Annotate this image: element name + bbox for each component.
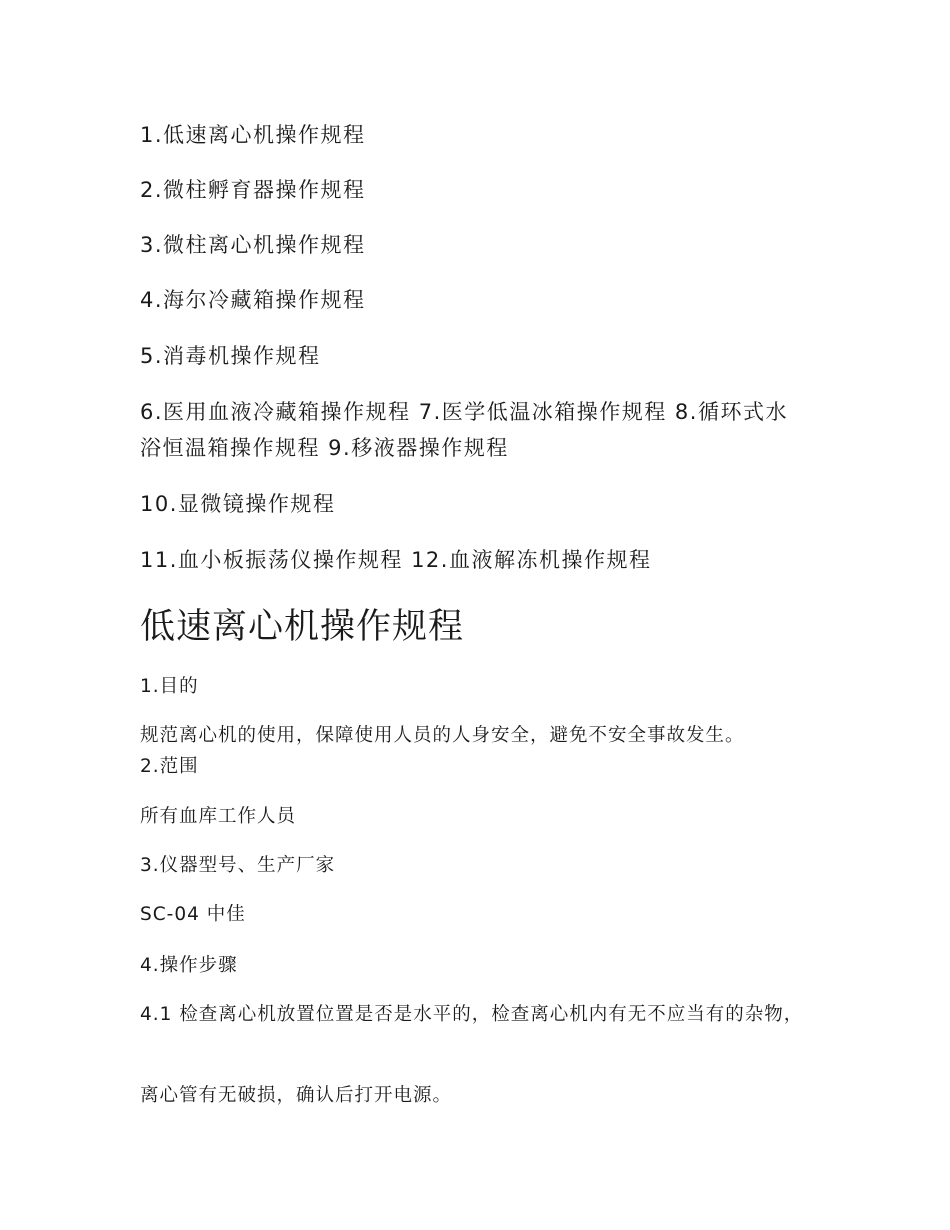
toc-item: 11.血小板振荡仪操作规程 12.血液解冻机操作规程 bbox=[140, 548, 652, 572]
purpose-text: 规范离心机的使用，保障使用人员的人身安全，避免不安全事故发生。 bbox=[140, 725, 745, 746]
purpose-heading: 1.目的 bbox=[140, 676, 199, 697]
step-4-1-continued: 离心管有无破损，确认后打开电源。 bbox=[140, 1085, 453, 1106]
scope-text: 所有血库工作人员 bbox=[140, 806, 297, 827]
toc-item: 3.微柱离心机操作规程 bbox=[140, 233, 366, 257]
toc-item: 2.微柱孵育器操作规程 bbox=[140, 178, 366, 202]
steps-heading: 4.操作步骤 bbox=[140, 955, 238, 976]
scope-heading: 2.范围 bbox=[140, 756, 199, 777]
toc-item: 1.低速离心机操作规程 bbox=[140, 123, 366, 147]
toc-item: 4.海尔冷藏箱操作规程 bbox=[140, 288, 366, 312]
model-text: SC-04 中佳 bbox=[140, 904, 246, 925]
toc-item: 6.医用血液冷藏箱操作规程 7.医学低温冰箱操作规程 8.循环式水浴恒温箱操作规程 9.移液器操作规程 bbox=[140, 400, 788, 460]
model-heading: 3.仪器型号、生产厂家 bbox=[140, 855, 336, 876]
toc-item: 5.消毒机操作规程 bbox=[140, 344, 321, 368]
toc-item: 10.显微镜操作规程 bbox=[140, 492, 336, 516]
step-4-1: 4.1 检查离心机放置位置是否是水平的，检查离心机内有无不应当有的杂物， bbox=[140, 1004, 804, 1025]
section-title: 低速离心机操作规程 bbox=[140, 607, 465, 647]
